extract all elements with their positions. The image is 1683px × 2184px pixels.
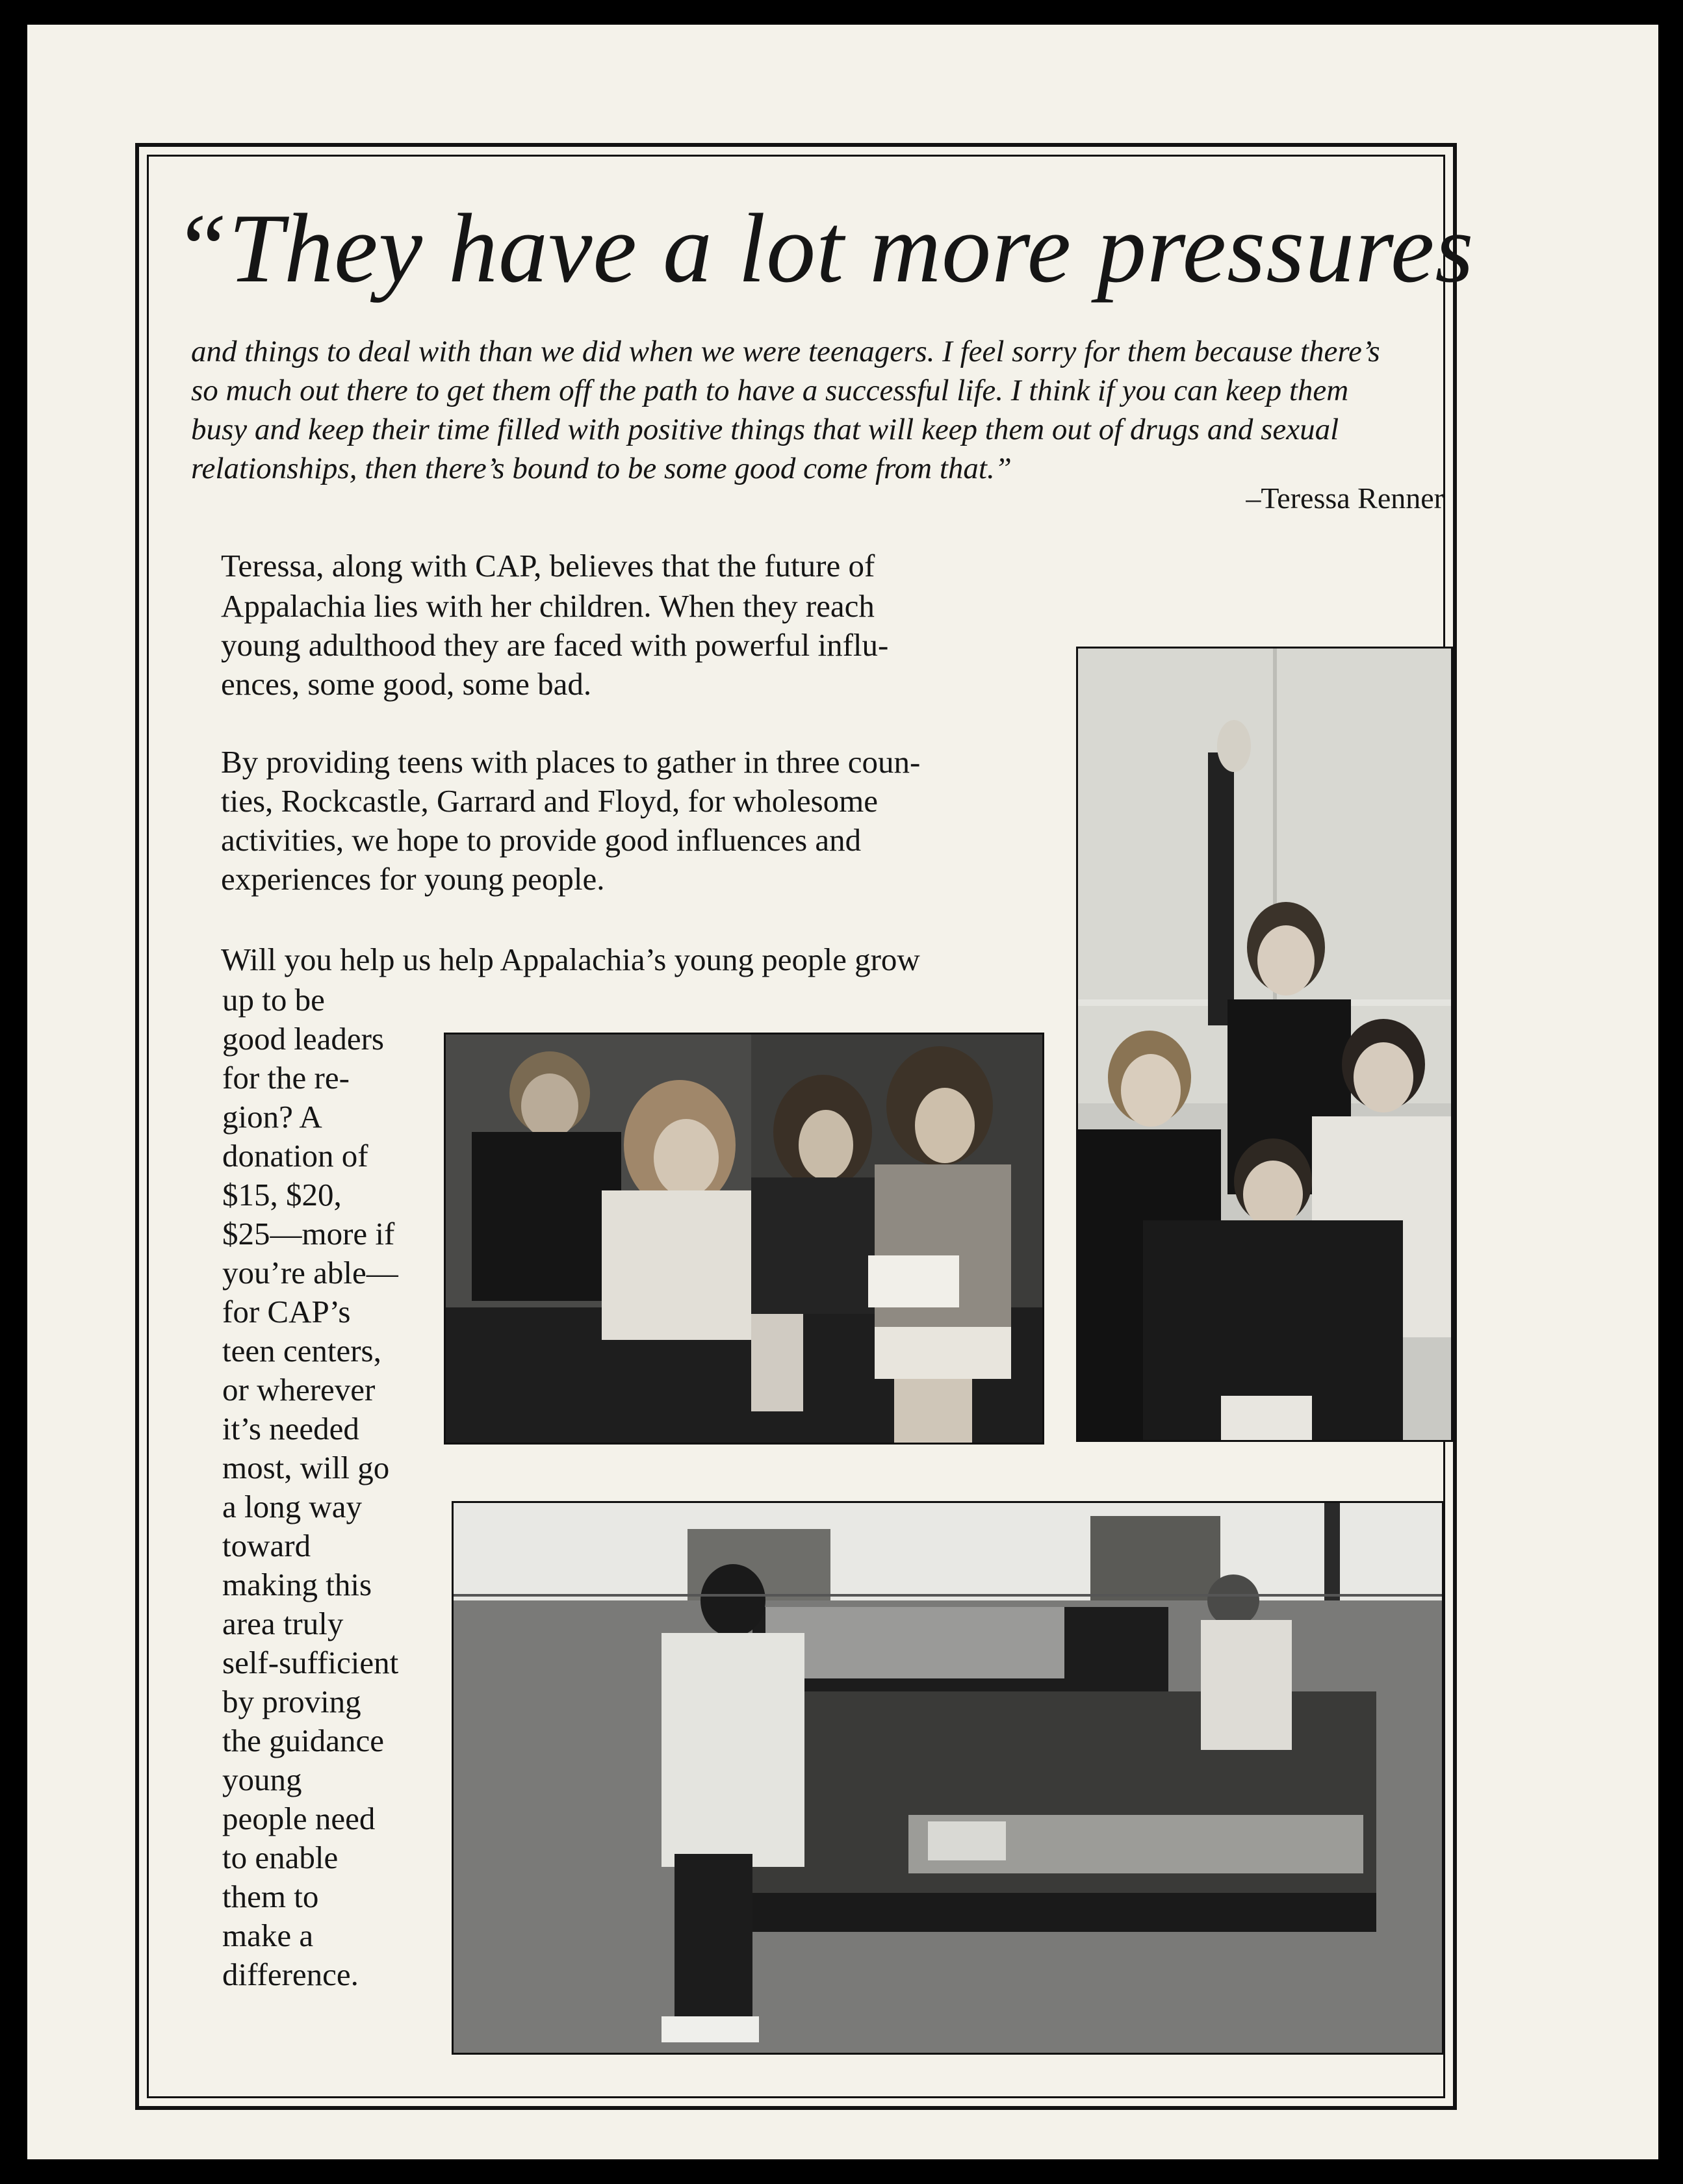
narrow-column-line: young	[222, 1762, 302, 1797]
photo-teens-waving	[1076, 647, 1453, 1442]
body-text-line: young adulthood they are faced with powerful influ-	[221, 627, 889, 663]
narrow-column-line: donation of	[222, 1138, 368, 1174]
narrow-column-line: toward	[222, 1528, 311, 1563]
narrow-column-line: $15, $20,	[222, 1177, 342, 1213]
body-text-line: Appalachia lies with her children. When they reach	[221, 588, 875, 624]
body-text-line: Will you help us help Appalachia’s young people grow	[221, 942, 920, 977]
narrow-column-line: teen centers,	[222, 1333, 381, 1368]
photo-teens-sitting	[444, 1033, 1044, 1445]
narrow-column-line: to enable	[222, 1840, 339, 1875]
narrow-column-line: self-sufficient	[222, 1645, 399, 1680]
quote-attribution: –Teressa Renner	[1246, 482, 1444, 515]
narrow-column-line: difference.	[222, 1957, 359, 1992]
headline: “They have a lot more pressures	[173, 194, 1474, 303]
narrow-column-line: good leaders	[222, 1021, 384, 1057]
narrow-column-line: by proving	[222, 1684, 361, 1719]
narrow-column-line: making this	[222, 1567, 372, 1602]
body-text-line: experiences for young people.	[221, 861, 605, 897]
quote-line: busy and keep their time filled with positive things that will keep them out of drugs and sexual	[191, 413, 1339, 446]
narrow-column-line: for CAP’s	[222, 1294, 351, 1330]
narrow-column-line: or wherever	[222, 1372, 376, 1407]
quote-line: relationships, then there’s bound to be some good come from that.”	[191, 452, 1012, 485]
narrow-column-line: a long way	[222, 1489, 362, 1524]
narrow-column-line: them to	[222, 1879, 319, 1914]
quote-line: so much out there to get them off the path to have a successful life. I think if you can keep them	[191, 374, 1349, 407]
narrow-column-line: the guidance	[222, 1723, 384, 1758]
narrow-column-line: people need	[222, 1801, 376, 1836]
narrow-column-line: area truly	[222, 1606, 344, 1641]
body-text-line: ences, some good, some bad.	[221, 666, 592, 702]
body-text-line: ties, Rockcastle, Garrard and Floyd, for wholesome	[221, 783, 879, 819]
narrow-column-line: up to be	[222, 982, 325, 1018]
narrow-column-line: most, will go	[222, 1450, 390, 1485]
narrow-column-line: you’re able—	[222, 1255, 398, 1291]
body-text-line: Teressa, along with CAP, believes that the future of	[221, 548, 875, 584]
quote-line: and things to deal with than we did when we were teenagers. I feel sorry for them because there’s	[191, 335, 1380, 368]
narrow-column-line: $25—more if	[222, 1216, 395, 1252]
narrow-column-line: make a	[222, 1918, 314, 1953]
narrow-column-line: gion? A	[222, 1099, 322, 1135]
narrow-column-line: for the re-	[222, 1060, 350, 1096]
photo-car-wash	[452, 1501, 1444, 2055]
body-text-line: By providing teens with places to gather in three coun-	[221, 744, 921, 780]
body-text-line: activities, we hope to provide good influences and	[221, 822, 862, 858]
narrow-column-line: it’s needed	[222, 1411, 359, 1446]
